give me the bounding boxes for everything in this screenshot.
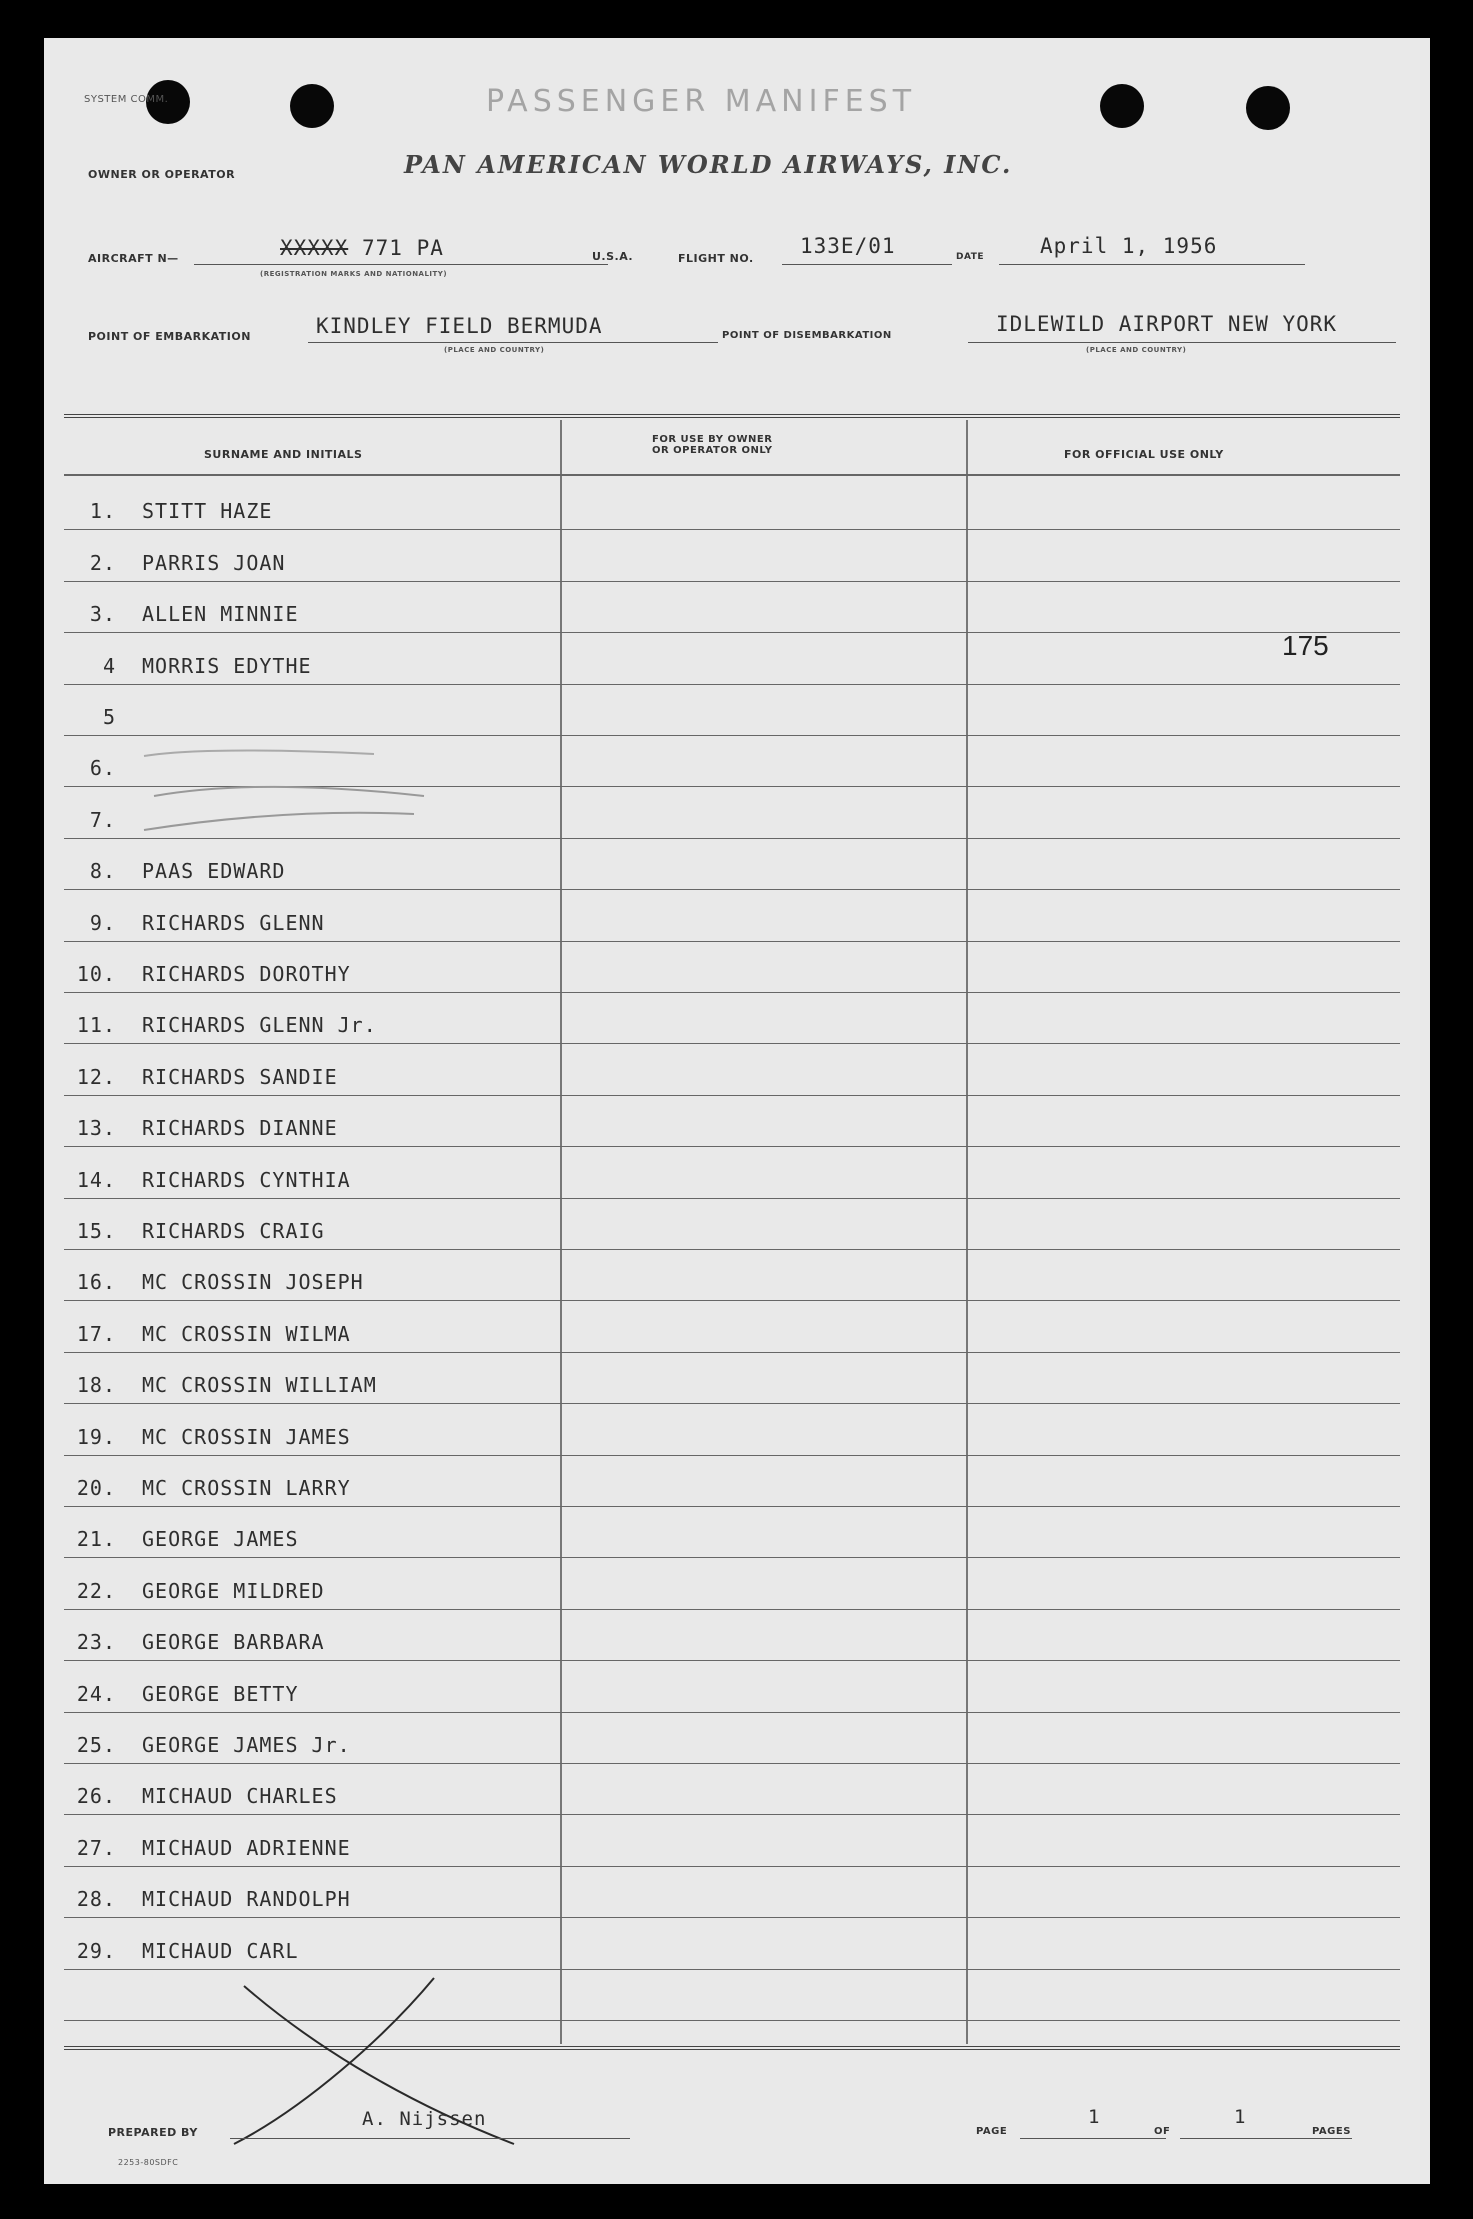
form-code: SYSTEM COMM. bbox=[84, 94, 169, 105]
passenger-row bbox=[60, 1219, 325, 1243]
col-surname-header: SURNAME AND INITIALS bbox=[204, 448, 363, 461]
passenger-name: GEORGE MILDRED bbox=[142, 1578, 325, 1603]
row-number: 25. bbox=[76, 1733, 116, 1757]
row-rule bbox=[64, 1866, 1400, 1867]
disembarkation-label: POINT OF DISEMBARKATION bbox=[722, 330, 892, 341]
aircraft-label: AIRCRAFT N— bbox=[88, 252, 179, 265]
row-rule bbox=[64, 1249, 1400, 1250]
row-number: 18. bbox=[76, 1373, 116, 1398]
passenger-row bbox=[60, 1270, 364, 1294]
row-number: 28. bbox=[76, 1887, 116, 1912]
row-number: 23. bbox=[76, 1630, 116, 1655]
usa-label: U.S.A. bbox=[592, 250, 634, 263]
row-rule bbox=[64, 1352, 1400, 1353]
passenger-name: RICHARDS GLENN bbox=[142, 910, 325, 935]
row-rule bbox=[64, 1814, 1400, 1815]
passenger-name: MC CROSSIN JAMES bbox=[142, 1424, 351, 1449]
passenger-name: RICHARDS DOROTHY bbox=[142, 962, 351, 986]
page-value: 1 bbox=[1088, 2106, 1101, 2128]
row-number: 27. bbox=[76, 1835, 116, 1860]
embarkation-sublabel: (PLACE AND COUNTRY) bbox=[444, 346, 545, 354]
flight-label: FLIGHT NO. bbox=[678, 252, 754, 265]
passenger-row bbox=[60, 1630, 325, 1654]
flight-value: 133E/01 bbox=[800, 234, 896, 258]
row-number: 6. bbox=[89, 756, 116, 781]
row-rule bbox=[64, 1403, 1400, 1404]
passenger-name: RICHARDS DIANNE bbox=[142, 1116, 338, 1141]
passenger-row bbox=[60, 1322, 351, 1346]
embarkation-label: POINT OF EMBARKATION bbox=[88, 330, 251, 343]
row-rule bbox=[64, 529, 1400, 530]
row-number: 3. bbox=[89, 602, 116, 627]
embarkation-value: KINDLEY FIELD BERMUDA bbox=[316, 314, 603, 338]
passenger-name: MC CROSSIN LARRY bbox=[142, 1476, 351, 1500]
passenger-name: MORRIS EDYTHE bbox=[142, 653, 312, 678]
passenger-name: GEORGE BARBARA bbox=[142, 1630, 325, 1655]
passenger-name: GEORGE JAMES Jr. bbox=[142, 1733, 351, 1757]
passenger-row bbox=[60, 1579, 325, 1603]
passenger-name: MC CROSSIN WILMA bbox=[142, 1321, 351, 1346]
passenger-name: RICHARDS CYNTHIA bbox=[142, 1167, 351, 1192]
row-rule bbox=[64, 1300, 1400, 1301]
row-rule bbox=[64, 1095, 1400, 1096]
row-number: 13. bbox=[76, 1116, 116, 1141]
row-number: 11. bbox=[76, 1013, 116, 1038]
passenger-row bbox=[60, 1939, 299, 1963]
passenger-row bbox=[60, 1733, 351, 1757]
passenger-name: MICHAUD ADRIENNE bbox=[142, 1835, 351, 1860]
manifest-page bbox=[44, 38, 1430, 2184]
row-rule bbox=[64, 1146, 1400, 1147]
pages-label: PAGES bbox=[1312, 2126, 1351, 2137]
of-value: 1 bbox=[1234, 2106, 1247, 2128]
page-title: PASSENGER MANIFEST bbox=[486, 84, 917, 119]
row-rule bbox=[64, 889, 1400, 890]
row-rule bbox=[64, 1557, 1400, 1558]
passenger-name: PARRIS JOAN bbox=[142, 550, 286, 575]
punch-hole bbox=[1246, 86, 1290, 130]
passenger-row bbox=[60, 1682, 299, 1706]
aircraft-sublabel: (REGISTRATION MARKS AND NATIONALITY) bbox=[260, 270, 448, 278]
passenger-row bbox=[60, 1476, 351, 1500]
disembarkation-sublabel: (PLACE AND COUNTRY) bbox=[1086, 346, 1187, 354]
date-value: April 1, 1956 bbox=[1040, 234, 1218, 258]
disembarkation-value: IDLEWILD AIRPORT NEW YORK bbox=[996, 312, 1338, 336]
row-number: 9. bbox=[89, 910, 116, 935]
row-rule bbox=[64, 1917, 1400, 1918]
row-number: 2. bbox=[89, 550, 116, 575]
passenger-row bbox=[60, 602, 299, 626]
passenger-row bbox=[60, 1836, 351, 1860]
row-rule bbox=[64, 1043, 1400, 1044]
row-rule bbox=[64, 941, 1400, 942]
col-official-header: FOR OFFICIAL USE ONLY bbox=[1064, 448, 1224, 461]
passenger-row bbox=[60, 1784, 338, 1808]
passenger-row bbox=[60, 1065, 338, 1089]
official-note: 175 bbox=[1282, 630, 1329, 661]
passenger-row bbox=[60, 911, 325, 935]
header-rule bbox=[64, 474, 1400, 476]
passenger-name: RICHARDS CRAIG bbox=[142, 1219, 325, 1243]
passenger-name: MICHAUD CARL bbox=[142, 1938, 299, 1963]
passenger-name: PAAS EDWARD bbox=[142, 859, 286, 884]
owner-label: OWNER OR OPERATOR bbox=[88, 168, 236, 181]
row-rule bbox=[64, 992, 1400, 993]
row-number: 15. bbox=[76, 1219, 116, 1243]
passenger-row bbox=[60, 1373, 377, 1397]
row-rule bbox=[64, 1712, 1400, 1713]
row-number: 14. bbox=[76, 1167, 116, 1192]
passenger-row bbox=[60, 551, 285, 575]
passenger-row bbox=[60, 499, 272, 523]
row-number: 26. bbox=[76, 1784, 116, 1809]
page-label: PAGE bbox=[976, 2126, 1008, 2137]
row-number: 24. bbox=[76, 1681, 116, 1706]
aircraft-struck: XXXXX bbox=[280, 236, 349, 260]
row-number: 17. bbox=[76, 1321, 116, 1346]
of-label: OF bbox=[1154, 2126, 1171, 2137]
row-number: 21. bbox=[76, 1527, 116, 1552]
row-rule bbox=[64, 581, 1400, 582]
passenger-row bbox=[60, 654, 312, 678]
passenger-name: GEORGE BETTY bbox=[142, 1681, 299, 1706]
row-number: 4 bbox=[102, 653, 116, 678]
passenger-name: RICHARDS SANDIE bbox=[142, 1064, 338, 1089]
passenger-name: MC CROSSIN WILLIAM bbox=[142, 1373, 377, 1398]
row-number: 8. bbox=[89, 859, 116, 884]
row-number: 5 bbox=[102, 705, 116, 729]
owner-value: PAN AMERICAN WORLD AIRWAYS, INC. bbox=[404, 150, 1013, 179]
prepared-value: A. Nijssen bbox=[362, 2108, 487, 2130]
passenger-row bbox=[60, 1116, 338, 1140]
table-top-rule bbox=[64, 414, 1400, 418]
column-divider bbox=[560, 420, 562, 2044]
date-label: DATE bbox=[956, 252, 985, 262]
row-rule bbox=[64, 684, 1400, 685]
col-owner-header: FOR USE BY OWNER OR OPERATOR ONLY bbox=[652, 434, 773, 456]
row-rule bbox=[64, 1660, 1400, 1661]
punch-hole bbox=[1100, 84, 1144, 128]
passenger-name: RICHARDS GLENN Jr. bbox=[142, 1013, 377, 1038]
passenger-name: STITT HAZE bbox=[142, 499, 273, 524]
redaction-scribble bbox=[114, 698, 474, 838]
passenger-name: ALLEN MINNIE bbox=[142, 602, 299, 627]
row-rule bbox=[64, 632, 1400, 633]
passenger-row bbox=[60, 1168, 351, 1192]
passenger-row bbox=[60, 1887, 351, 1911]
row-number: 12. bbox=[76, 1064, 116, 1089]
column-divider bbox=[966, 420, 968, 2044]
row-rule bbox=[64, 1506, 1400, 1507]
row-number: 29. bbox=[76, 1938, 116, 1963]
passenger-row bbox=[60, 859, 285, 883]
row-number: 7. bbox=[89, 807, 116, 832]
row-number: 10. bbox=[76, 962, 116, 986]
row-rule bbox=[64, 1763, 1400, 1764]
row-rule bbox=[64, 1455, 1400, 1456]
passenger-row bbox=[60, 1013, 377, 1037]
row-number: 16. bbox=[76, 1270, 116, 1295]
passenger-row bbox=[60, 1527, 299, 1551]
passenger-name: MICHAUD RANDOLPH bbox=[142, 1887, 351, 1912]
punch-hole bbox=[290, 84, 334, 128]
passenger-row bbox=[60, 1425, 351, 1449]
row-rule bbox=[64, 1609, 1400, 1610]
passenger-name: MICHAUD CHARLES bbox=[142, 1784, 338, 1809]
row-rule bbox=[64, 1198, 1400, 1199]
form-number: 2253-80SDFC bbox=[118, 2158, 179, 2167]
passenger-name: GEORGE JAMES bbox=[142, 1527, 299, 1552]
prepared-label: PREPARED BY bbox=[108, 2126, 198, 2139]
aircraft-value: 771 PA bbox=[362, 236, 444, 260]
passenger-row bbox=[60, 962, 351, 986]
row-number: 22. bbox=[76, 1578, 116, 1603]
row-number: 1. bbox=[89, 499, 116, 524]
passenger-name: MC CROSSIN JOSEPH bbox=[142, 1270, 364, 1295]
row-number: 19. bbox=[76, 1424, 116, 1449]
row-number: 20. bbox=[76, 1476, 116, 1500]
